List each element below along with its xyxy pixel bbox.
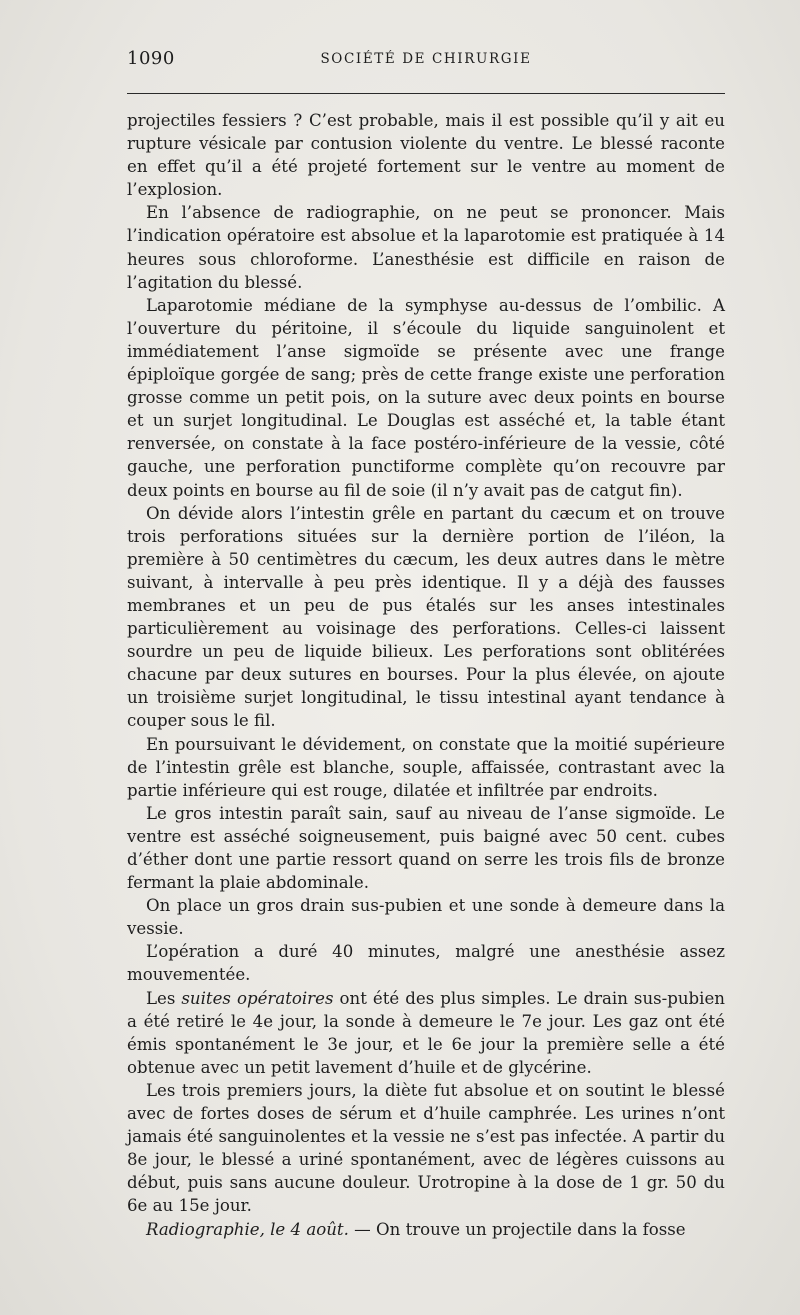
running-title: SOCIÉTÉ DE CHIRURGIE [320, 51, 532, 67]
paragraph-continuation: projectiles fessiers ? C’est probable, mais il est possible qu’il y ait eu rupture vésicale par contusion violente du ventre. Le blessé raconte en effet qu’il a été projeté fortement sur le ventre au moment de l’explosion. [127, 111, 725, 200]
paragraph: Les trois premiers jours, la diète fut absolue et on soutint le blessé avec de fortes doses de sérum et d’huile camphrée. Les urines n’ont jamais été sanguinolentes et la vessie ne s’est pas infectée. A partir du 8e jour, le blessé a uriné spontanément, avec de légères cuissons au début, puis sans aucune douleur. Urotropine à la dose de 1 gr. 50 du 6e au 15e jour. [127, 1080, 725, 1216]
paragraph: En l’absence de radiographie, on ne peut se prononcer. Mais l’indication opératoire est absolue et la laparotomie est pratiquée à 14 heures sous chloroforme. L’anesthésie est difficile en raison de l’agitation du blessé. [127, 203, 725, 292]
paragraph: L’opération a duré 40 minutes, malgré une anesthésie assez mouvementée. [127, 942, 725, 985]
paragraph: Le gros intestin paraît sain, sauf au niveau de l’anse sigmoïde. Le ventre est asséché soigneusement, puis baigné avec 50 cent. cubes d’éther dont une partie ressort quand on serre les trois fils de bronze fermant la plaie abdominale. [127, 803, 725, 893]
paragraph-suites [127, 987, 725, 1079]
suites-lead: Les [146, 988, 182, 1008]
paragraph: Laparotomie médiane de la symphyse au-dessus de l’ombilic. A l’ouverture du péritoine, il s’écoule du liquide sanguinolent et immédiatement l’anse sigmoïde se présente avec une frange épiploïque gorgée de sang; près de cette frange existe une perforation grosse comme un petit pois, on la suture avec deux points en bourse et un surjet longitudinal. Le Douglas est asséché et, la table étant renversée, on constate à la face postéro-inférieure de la vessie, côté gauche, une perforation punctiforme complète qu’on recouvre par deux points en bourse au fil de soie (il n’y avait pas de catgut fin). [127, 295, 725, 500]
paragraph: On dévide alors l’intestin grêle en partant du cæcum et on trouve trois perforations situées sur la dernière portion de l’iléon, la première à 50 centimètres du cæcum, les deux autres dans le mètre suivant, à intervalle à peu près identique. Il y a déjà des fausses membranes et un peu de pus étalés sur les anses intestinales particulièrement au voisinage des perforations. Celles-ci laissent sourdre un peu de liquide bilieux. Les perforations sont oblitérées chacune par deux sutures en bourses. Pour la plus élevée, on ajoute un troisième surjet longitudinal, le tissu intestinal ayant tendance à couper sous le fil. [127, 503, 725, 731]
paragraph: En poursuivant le dévidement, on constate que la moitié supérieure de l’intestin grêle est blanche, souple, affaissée, contrastant avec la partie inférieure qui est rouge, dilatée et infiltrée par endroits. [127, 734, 725, 800]
page-number: 1090 [127, 48, 175, 69]
header-rule [127, 93, 725, 94]
radiographie-emphasis: Radiographie, le 4 août. [146, 1219, 349, 1239]
suites-emphasis: suites opératoires [181, 988, 334, 1008]
paragraph: On place un gros drain sus-pubien et une sonde à demeure dans la vessie. [127, 896, 725, 939]
body-text [127, 109, 725, 1241]
page-header [127, 48, 725, 74]
paragraph-radiographie [127, 1218, 725, 1241]
suites-rest: ont été des plus simples. Le drain sus-pubien a été retiré le 4e jour, la sonde à demeure le 7e jour. Les gaz ont été émis spontanément le 3e jour, et le 6e jour la première selle a été obtenue avec un petit lavement d’huile et de glycérine. [127, 988, 725, 1077]
radiographie-rest: — On trouve un projectile dans la fosse [348, 1219, 686, 1239]
